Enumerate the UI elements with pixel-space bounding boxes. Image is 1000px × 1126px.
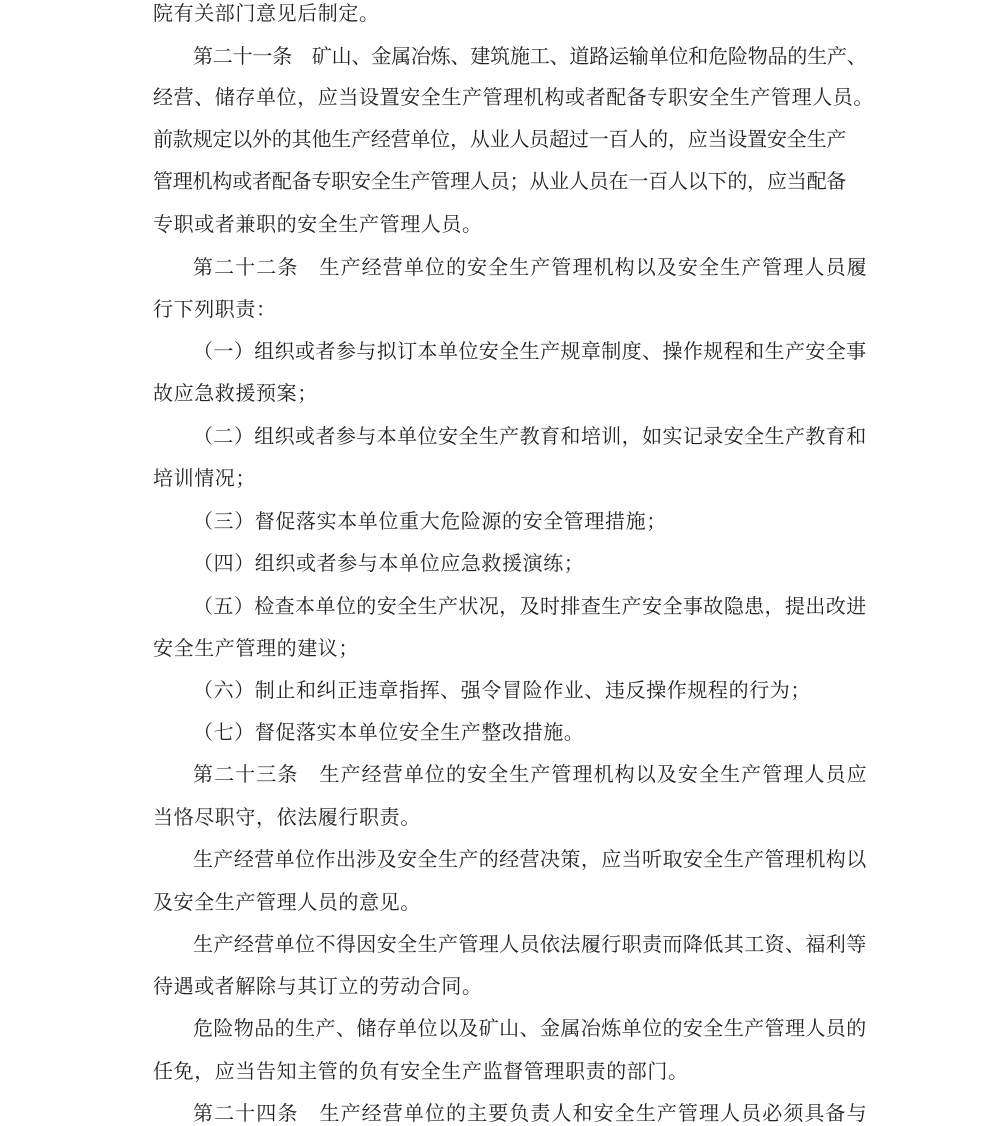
list-item-line: （七）督促落实本单位安全生产整改措施。	[193, 720, 585, 744]
text-line: 专职或者兼职的安全生产管理人员。	[153, 212, 483, 236]
list-item-line: （二）组织或者参与本单位安全生产教育和培训，如实记录安全生产教育和	[193, 424, 867, 448]
list-item-line: （四）组织或者参与本单位应急救援演练；	[193, 551, 585, 575]
article-24-heading-line: 第二十四条 生产经营单位的主要负责人和安全生产管理人员必须具备与	[193, 1101, 868, 1125]
text-line: 当恪尽职守，依法履行职责。	[153, 805, 421, 829]
text-line: 经营、储存单位，应当设置安全生产管理机构或者配备专职安全生产管理人员。	[153, 85, 874, 109]
text-line: 培训情况；	[153, 466, 256, 490]
text-line: 管理机构或者配备专职安全生产管理人员；从业人员在一百人以下的，应当配备	[153, 169, 847, 193]
article-21-heading-line: 第二十一条 矿山、金属冶炼、建筑施工、道路运输单位和危险物品的生产、	[193, 44, 867, 68]
list-item-line: （六）制止和纠正违章指挥、强令冒险作业、违反操作规程的行为；	[193, 678, 811, 702]
text-line: 前款规定以外的其他生产经营单位，从业人员超过一百人的，应当设置安全生产	[153, 127, 847, 151]
text-line: 行下列职责：	[153, 297, 277, 321]
article-23-heading-line: 第二十三条 生产经营单位的安全生产管理机构以及安全生产管理人员应	[193, 762, 868, 786]
paragraph-line: 生产经营单位不得因安全生产管理人员依法履行职责而降低其工资、福利等	[193, 932, 867, 956]
text-line: 院有关部门意见后制定。	[153, 1, 380, 25]
paragraph-line: 危险物品的生产、储存单位以及矿山、金属冶炼单位的安全生产管理人员的	[193, 1016, 867, 1040]
text-line: 故应急救援预案；	[153, 381, 318, 405]
text-line: 任免，应当告知主管的负有安全生产监督管理职责的部门。	[153, 1059, 689, 1083]
list-item-line: （三）督促落实本单位重大危险源的安全管理措施；	[193, 509, 667, 533]
text-line: 及安全生产管理人员的意见。	[153, 890, 421, 914]
list-item-line: （一）组织或者参与拟订本单位安全生产规章制度、操作规程和生产安全事	[193, 339, 867, 363]
list-item-line: （五）检查本单位的安全生产状况，及时排查生产安全事故隐患，提出改进	[193, 594, 867, 618]
text-line: 待遇或者解除与其订立的劳动合同。	[153, 974, 483, 998]
article-22-heading-line: 第二十二条 生产经营单位的安全生产管理机构以及安全生产管理人员履	[193, 255, 868, 279]
text-line: 安全生产管理的建议；	[153, 636, 359, 660]
paragraph-line: 生产经营单位作出涉及安全生产的经营决策，应当听取安全生产管理机构以	[193, 847, 867, 871]
